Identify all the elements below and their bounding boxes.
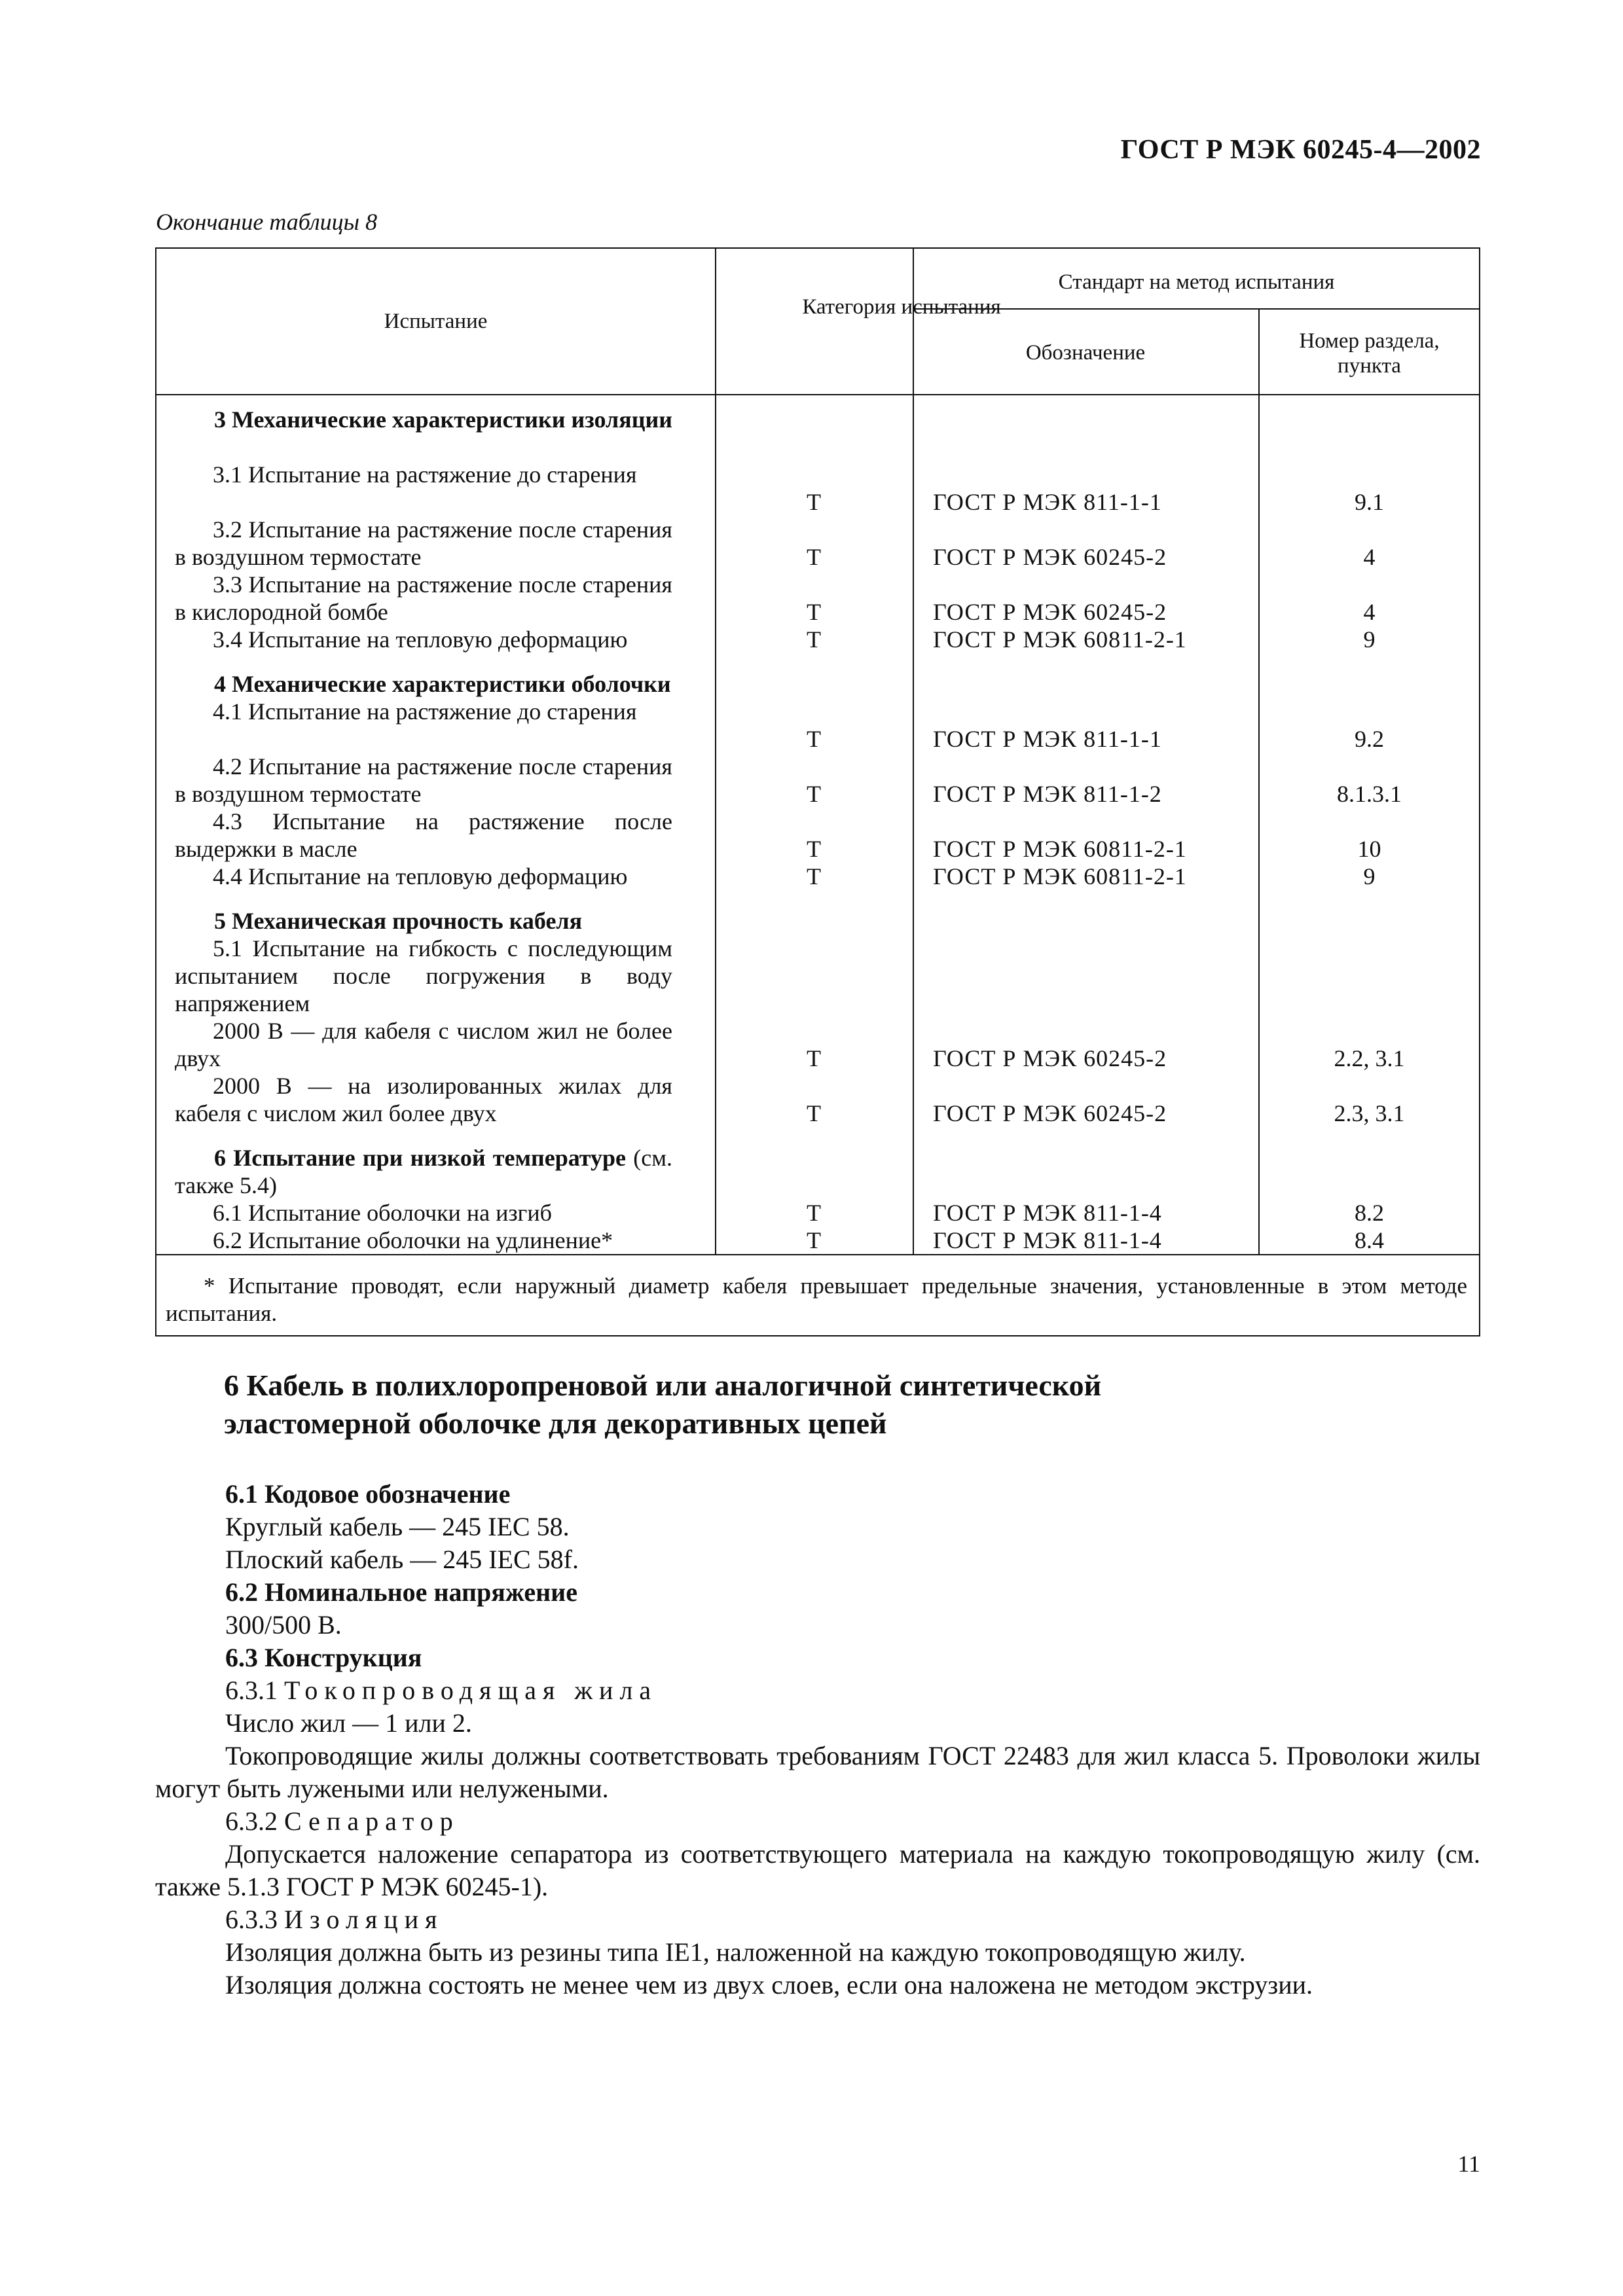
- test-table: [155, 247, 1480, 1336]
- test-name-cell: 4.1 Испытание на растяжение до старения: [213, 698, 637, 725]
- section-6-title-line2: эластомерной оболочке для декоративных цепей: [224, 1407, 887, 1440]
- category-cell: Т: [807, 1200, 821, 1226]
- heading-6-2: 6.2 Номинальное напряжение: [225, 1577, 577, 1607]
- insulation-text-1: Изоляция должна быть из резины типа IE1, наложенной на каждую токопроводящую жилу.: [225, 1937, 1246, 1967]
- test-name-cell: 3.1 Испытание на растяжение до старения: [213, 461, 637, 488]
- section-number-cell: 4: [1363, 599, 1376, 625]
- section-number-cell: 4: [1363, 544, 1376, 570]
- heading-6-3-3: [155, 1903, 1480, 1936]
- test-name-cell: 6 Испытание при низкой температуре (см. также 5.4): [175, 1145, 672, 1198]
- table-row: [156, 863, 1479, 890]
- table-section-row: [156, 406, 1479, 461]
- code-round: Круглый кабель — 245 IEC 58.: [225, 1512, 570, 1541]
- separator-text: Допускается наложение сепаратора из соответствующего материала на каждую токопроводящую жилу (см. также 5.1.3 ГОСТ Р МЭК 60245-1).: [155, 1839, 1480, 1901]
- table-row: [156, 1072, 1479, 1127]
- section-number-cell: 2.2, 3.1: [1334, 1045, 1405, 1071]
- table-row: [156, 698, 1479, 753]
- test-name-cell: 3.4 Испытание на тепловую деформацию: [213, 626, 628, 653]
- heading-number: 6.3.3: [225, 1905, 278, 1934]
- section-6-title: [224, 1367, 1337, 1443]
- standard-cell: ГОСТ Р МЭК 811-1-4: [933, 1200, 1162, 1226]
- category-cell: Т: [807, 726, 821, 752]
- test-name-cell: 4.2 Испытание на растяжение после старения в воздушном термостате: [175, 753, 672, 807]
- table-row: [156, 935, 1479, 1017]
- section-number-cell: 8.2: [1355, 1200, 1384, 1226]
- heading-6-1: 6.1 Кодовое обозначение: [225, 1479, 511, 1509]
- category-cell: Т: [807, 781, 821, 807]
- table-caption: Окончание таблицы 8: [156, 209, 378, 235]
- standard-cell: ГОСТ Р МЭК 60245-2: [933, 1100, 1167, 1126]
- footnote-divider: [156, 1254, 1480, 1255]
- category-cell: Т: [807, 489, 821, 515]
- table-section-row: [156, 1144, 1479, 1199]
- test-name-cell: 5 Механическая прочность кабеля: [214, 908, 583, 934]
- test-name-cell: 4.4 Испытание на тепловую деформацию: [213, 863, 628, 889]
- test-name-cell: 3.2 Испытание на растяжение после старения в воздушном термостате: [175, 516, 672, 570]
- table-row: [156, 1227, 1479, 1254]
- standard-cell: ГОСТ Р МЭК 60811-2-1: [933, 863, 1187, 889]
- test-name-cell: 4 Механические характеристики оболочки: [214, 671, 671, 697]
- test-name-cell: 6.2 Испытание оболочки на удлинение*: [213, 1227, 613, 1253]
- standard-cell: ГОСТ Р МЭК 60245-2: [933, 1045, 1167, 1071]
- test-name-cell: 2000 В — для кабеля с числом жил не более двух: [175, 1018, 672, 1071]
- table-row: [156, 571, 1479, 626]
- table-row: [156, 808, 1479, 863]
- category-cell: Т: [807, 836, 821, 862]
- section-6-title-line1: 6 Кабель в полихлоропреновой или аналогичной синтетической: [224, 1369, 1102, 1402]
- test-name-cell: 3 Механические характеристики изоляции: [214, 406, 672, 433]
- table-row: [156, 626, 1479, 653]
- col-header-section-no: Номер раздела, пункта: [1299, 329, 1440, 378]
- standard-cell: ГОСТ Р МЭК 811-1-1: [933, 726, 1162, 752]
- test-name-cell: 4.3 Испытание на растяжение после выдержки в масле: [175, 808, 672, 862]
- standard-cell: ГОСТ Р МЭК 60245-2: [933, 599, 1167, 625]
- col-header-standard: Стандарт на метод испытания: [1058, 270, 1335, 294]
- section-number-cell: 8.4: [1355, 1227, 1384, 1253]
- test-name-cell: 3.3 Испытание на растяжение после старения в кислородной бомбе: [175, 571, 672, 625]
- category-cell: Т: [807, 863, 821, 889]
- table-section-row: [156, 907, 1479, 935]
- test-name-cell: 5.1 Испытание на гибкость с последующим испытанием после погружения в воду напряжением: [175, 935, 672, 1016]
- category-cell: Т: [807, 1045, 821, 1071]
- document-code: ГОСТ Р МЭК 60245-4—2002: [1120, 135, 1481, 165]
- standard-cell: ГОСТ Р МЭК 60245-2: [933, 544, 1167, 570]
- standard-cell: ГОСТ Р МЭК 811-1-1: [933, 489, 1162, 515]
- col-header-test: Испытание: [384, 310, 488, 333]
- heading-title: Сепаратор: [284, 1806, 460, 1836]
- cores-requirement: Токопроводящие жилы должны соответствовать требованиям ГОСТ 22483 для жил класса 5. Проволоки жилы могут быть лужеными или нелужеными.: [155, 1741, 1480, 1803]
- heading-title: Токопроводящая жила: [284, 1676, 658, 1705]
- code-flat: Плоский кабель — 245 IEC 58f.: [225, 1545, 579, 1574]
- section-number-cell: 9: [1363, 863, 1376, 889]
- page-number: 11: [1457, 2151, 1480, 2177]
- heading-6-3: 6.3 Конструкция: [225, 1643, 422, 1672]
- table-row: [156, 753, 1479, 808]
- table-row: [156, 1199, 1479, 1227]
- table-section-row: [156, 670, 1479, 698]
- table-row: [156, 461, 1479, 516]
- test-name-cell: 2000 В — на изолированных жилах для кабеля с числом жил более двух: [175, 1073, 672, 1126]
- table-footnote: * Испытание проводят, если наружный диаметр кабеля превышает предельные значения, установленные в этом методе испытания.: [166, 1273, 1467, 1326]
- section-number-cell: 9: [1363, 626, 1376, 653]
- category-cell: Т: [807, 1227, 821, 1253]
- table-row: [156, 1017, 1479, 1072]
- section-6-body: [155, 1478, 1480, 2001]
- heading-number: 6.3.2: [225, 1806, 278, 1836]
- test-name-cell: 6.1 Испытание оболочки на изгиб: [213, 1200, 552, 1226]
- heading-6-3-1: [155, 1674, 1480, 1707]
- col-header-designation: Обозначение: [1025, 341, 1146, 365]
- heading-title: Изоляция: [284, 1905, 444, 1934]
- table-row: [156, 516, 1479, 571]
- test-name-suffix: (см. также 5.4): [175, 1145, 672, 1198]
- col-header-category: Категория испытания: [802, 295, 1001, 319]
- section-number-cell: 2.3, 3.1: [1334, 1100, 1405, 1126]
- category-cell: Т: [807, 1100, 821, 1126]
- header-bottom-line: [156, 394, 1480, 395]
- section-number-cell: 9.1: [1355, 489, 1384, 515]
- category-cell: Т: [807, 599, 821, 625]
- standard-cell: ГОСТ Р МЭК 60811-2-1: [933, 836, 1187, 862]
- cores-count: Число жил — 1 или 2.: [225, 1708, 472, 1738]
- section-number-cell: 10: [1357, 836, 1381, 862]
- voltage-value: 300/500 В.: [225, 1610, 342, 1640]
- insulation-text-2: Изоляция должна состоять не менее чем из двух слоев, если она наложена не методом экструзии.: [225, 1970, 1313, 2000]
- section-number-cell: 9.2: [1355, 726, 1384, 752]
- category-cell: Т: [807, 626, 821, 653]
- standard-cell: ГОСТ Р МЭК 811-1-4: [933, 1227, 1162, 1253]
- heading-6-3-2: [155, 1805, 1480, 1838]
- heading-number: 6.3.1: [225, 1676, 278, 1705]
- category-cell: Т: [807, 544, 821, 570]
- standard-cell: ГОСТ Р МЭК 811-1-2: [933, 781, 1162, 807]
- section-number-cell: 8.1.3.1: [1337, 781, 1402, 807]
- standard-cell: ГОСТ Р МЭК 60811-2-1: [933, 626, 1187, 653]
